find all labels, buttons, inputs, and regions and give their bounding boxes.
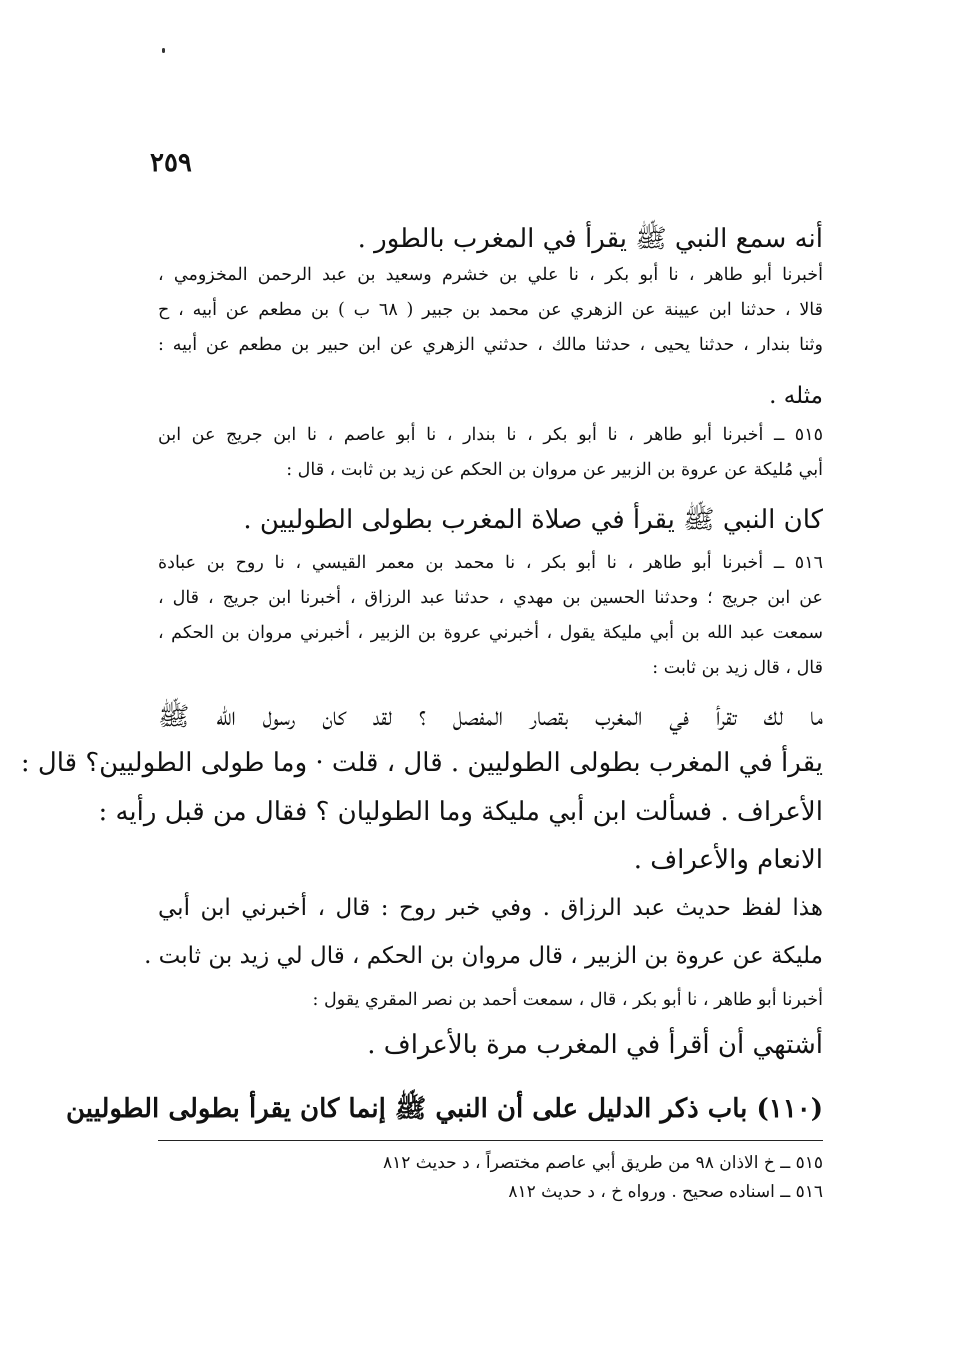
isnad-line: وثنا بندار ، حدثنا يحيى ، حدثنا مالك ، حدثني الزهري عن ابن حبير بن مطعم عن أبيه :	[158, 335, 823, 355]
isnad-line: أخبرنا أبو طاهر ، نا أبو بكر ، نا علي بن خشرم وسعيد بن عبد الرحمن المخزومي ،	[158, 265, 823, 285]
hadith-516-text-line: يقرأ في المغرب بطولى الطوليين . قال ، قلت · وما طولى الطوليين؟ قال :	[20, 748, 823, 778]
hadith-516-text-line: ما لك تقرأ في المغرب بقصار المفصل ؟ لقد كان رسول الله ﷺ	[158, 702, 823, 732]
hadith-516-isnad-line: عن ابن جريج ؛ وحدثنا الحسين بن مهدي ، حدثنا عبد الرزاق ، أخبرنا ابن جريج ، قال ،	[158, 588, 823, 608]
hadith-515-text: كان النبي ﷺ يقرأ في صلاة المغرب بطولى الطوليين .	[243, 505, 823, 535]
hadith-516-isnad-line: قال ، قال زيد بن ثابت :	[652, 658, 823, 678]
footnote-516: ٥١٦ ــ اسناده صحيح . ورواه خ ، د حديث ٨١٢	[508, 1182, 823, 1202]
hadith-515-isnad-line: أبي مُليكة عن عروة بن الزبير عن مروان بن الحكم عن زيد بن ثابت ، قال :	[286, 460, 823, 480]
hadith-516-isnad-line: سمعت عبد الله بن أبي مليكة يقول ، أخبرني عروة بن الزبير ، أخبرني مروان بن الحكم ،	[158, 623, 823, 643]
isnad-line: قالا ، حدثنا ابن عيينة عن الزهري عن محمد بن جبير ( ٦٨ ب ) بن مطعم عن أبيه ، ح	[158, 300, 823, 320]
hadith-text-line: أنه سمع النبي ﷺ يقرأ في المغرب بالطور .	[357, 224, 823, 254]
hadith-516-text-line: الانعام والأعراف .	[633, 845, 823, 875]
chapter-heading: (١١٠) باب ذكر الدليل على أن النبي ﷺ إنما كان يقرأ بطولى الطوليين	[65, 1094, 823, 1124]
commentary-line: مليكة عن عروة بن الزبير ، قال مروان بن الحكم ، قال لي زيد بن ثابت .	[144, 943, 823, 969]
stray-ink-mark	[162, 48, 165, 53]
hadith-text-line: أشتهي أن أقرأ في المغرب مرة بالأعراف .	[367, 1030, 823, 1060]
hadith-515-isnad-line: ٥١٥ ــ أخبرنا أبو طاهر ، نا أبو بكر ، نا بندار ، نا أبو عاصم ، نا ابن جريج عن ابن	[158, 425, 823, 445]
hadith-text-line: مثله .	[769, 383, 823, 409]
isnad-line: أخبرنا أبو طاهر ، نا أبو بكر ، قال ، سمعت أحمد بن نصر المقري يقول :	[312, 990, 823, 1010]
page-number: ٢٥٩	[150, 148, 192, 178]
footnote-divider	[158, 1140, 823, 1141]
footnote-515: ٥١٥ ــ خ الاذان ٩٨ من طريق أبي عاصم مختصراً ، د حديث ٨١٢	[383, 1153, 823, 1173]
hadith-516-text-line: الأعراف . فسألت ابن أبي مليكة وما الطوليان ؟ فقال من قبل رأيه :	[98, 797, 823, 827]
hadith-516-isnad-line: ٥١٦ ــ أخبرنا أبو طاهر ، نا أبو بكر ، نا محمد بن معمر القيسي ، نا روح بن عبادة	[158, 553, 823, 573]
commentary-line: هذا لفظ حديث عبد الرزاق . وفي خبر روح : قال ، أخبرني ابن أبي	[158, 895, 823, 921]
